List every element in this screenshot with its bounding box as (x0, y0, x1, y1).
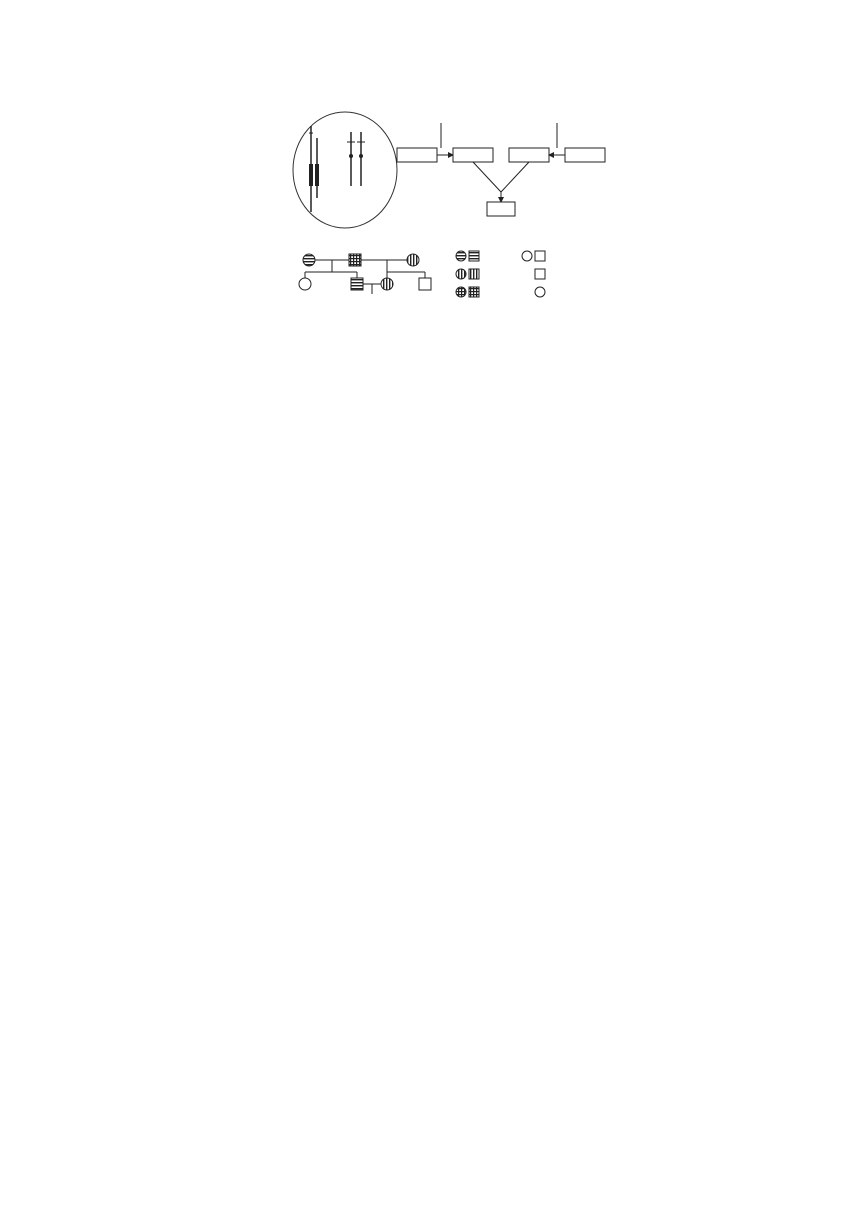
ped-6 (381, 278, 393, 290)
figure-yi (397, 123, 605, 216)
ped-5 (351, 278, 363, 290)
yi-box-green (487, 202, 515, 216)
genetics-figure (125, 108, 737, 304)
ped-1 (303, 254, 315, 266)
yi-box-blue (453, 148, 493, 162)
yi-box-yellow (509, 148, 549, 162)
figure-jia (293, 112, 397, 228)
document-body (125, 104, 737, 306)
figure-bing (299, 251, 545, 297)
yi-box-colorless-2 (565, 148, 605, 162)
ped-7 (419, 278, 431, 290)
yi-box-colorless-1 (397, 148, 437, 162)
figure-group (125, 108, 737, 304)
ped-4 (299, 278, 311, 290)
ped-2 (349, 254, 361, 266)
ped-3 (407, 254, 419, 266)
